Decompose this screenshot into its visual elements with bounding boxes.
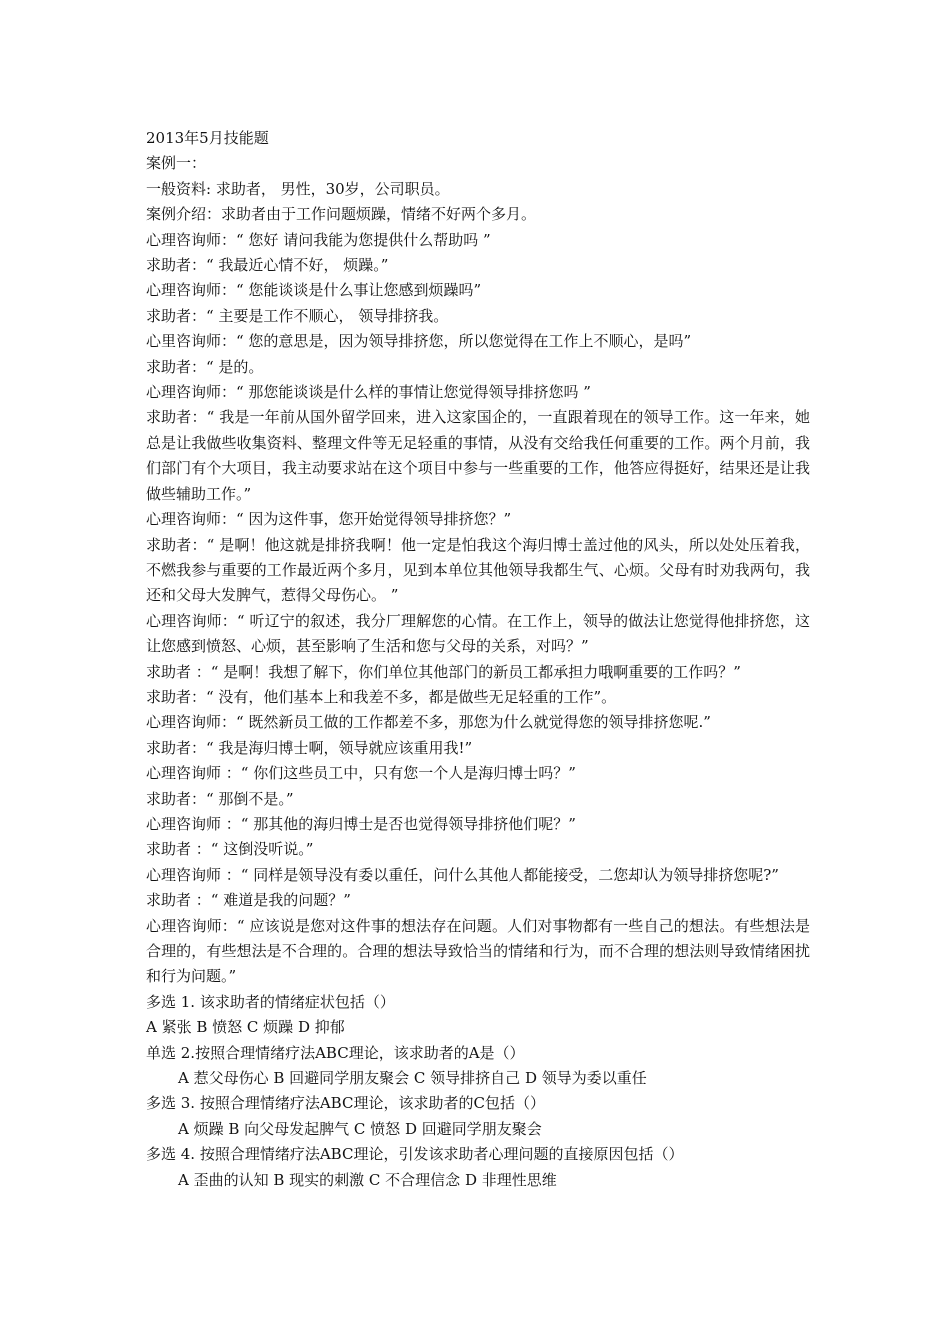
dialogue-line: 心理咨询师 ：“ 你们这些员工中，只有您一个人是海归博士吗？” [146, 764, 576, 783]
case-heading: 案例一： [146, 154, 207, 173]
dialogue-line: 心理咨询师：“ 应该说是您对这件事的想法存在问题。人们对事物都有一些自己的想法。有些想法是合理的，有些想法是不合理的。合理的想法导致恰当的情绪和行为，而不合理的想法则导致情绪困扰和行为问题。” [146, 916, 810, 986]
dialogue-line: 心理咨询师：“ 您能谈谈是什么事让您感到烦躁吗” [146, 281, 482, 300]
dialogue-line: 求助者：“ 是的。 [146, 357, 264, 376]
dialogue-line: 心里咨询师：“ 您的意思是，因为领导排挤您，所以您觉得在工作上不顺心，是吗” [146, 332, 692, 351]
dialogue-line: 心理咨询师 ：“ 同样是领导没有委以重任，问什么其他人都能接受，二您却认为领导排挤您呢?” [146, 865, 779, 884]
dialogue-line: 心理咨询师：“ 因为这件事，您开始觉得领导排挤您？” [146, 510, 512, 529]
dialogue-line: 求助者：“ 我是一年前从国外留学回来，进入这家国企的，一直跟着现在的领导工作。这一年来，她总是让我做些收集资料、整理文件等无足轻重的事情，从没有交给我任何重要的工作。两个月前，我们部门有个大项目，我主动要求站在这个项目中参与一些重要的工作，他答应得挺好，结果还是让我做些辅助工作。” [146, 408, 810, 503]
dialogue-line: 求助者 ：“ 难道是我的问题？” [146, 891, 351, 910]
question-stem: 多选 3. 按照合理情绪疗法ABC理论，该求助者的C包括（） [146, 1094, 545, 1113]
dialogue-line: 心理咨询师 ：“ 那其他的海归博士是否也觉得领导排挤他们呢？” [146, 814, 576, 833]
dialogue-line: 求助者：“ 主要是工作不顺心， 领导排挤我。 [146, 306, 449, 325]
dialogue-line: 心理咨询师：“ 您好 请问我能为您提供什么帮助吗 ” [146, 230, 491, 249]
dialogue-line: 求助者 ：“ 这倒没听说。” [146, 840, 314, 859]
dialogue [146, 228, 810, 990]
dialogue-line: 心理咨询师：“ 听辽宁的叙述，我分厂理解您的心情。在工作上，领导的做法让您觉得他排挤您，这让您感到愤怒、心烦，甚至影响了生活和您与父母的关系，对吗？” [146, 611, 810, 656]
dialogue-line: 求助者：“ 是啊！他这就是排挤我啊！他一定是怕我这个海归博士盖过他的风头，所以处处压着我，不燃我参与重要的工作最近两个多月，见到本单位其他领导我都生气、心烦。父母有时劝我两句，我还和父母大发脾气，惹得父母伤心。 ” [146, 535, 810, 605]
dialogue-line: 求助者：“ 我是海归博士啊，领导就应该重用我!” [146, 738, 473, 757]
question-options: A 歪曲的认知 B 现实的刺激 C 不合理信念 D 非理性思维 [178, 1170, 557, 1189]
dialogue-line: 求助者：“ 那倒不是。” [146, 789, 294, 808]
case-intro: 案例介绍：求助者由于工作问题烦躁，情绪不好两个多月。 [146, 205, 537, 224]
question-options: A 惹父母伤心 B 回避同学朋友聚会 C 领导排挤自己 D 领导为委以重任 [178, 1069, 647, 1088]
document-title: 2013年5月技能题 [146, 129, 269, 147]
question-list [146, 990, 810, 1193]
general-info: 一般资料: 求助者， 男性，30岁，公司职员。 [146, 179, 450, 198]
question-stem: 多选 1. 该求助者的情绪症状包括（） [146, 992, 395, 1011]
dialogue-line: 求助者 ：“ 是啊！我想了解下，你们单位其他部门的新员工都承担力哦啊重要的工作吗？” [146, 662, 741, 681]
dialogue-line: 求助者：“ 我最近心情不好， 烦躁。” [146, 256, 389, 275]
question-options: A 烦躁 B 向父母发起脾气 C 愤怒 D 回避同学朋友聚会 [178, 1119, 542, 1138]
question-stem: 多选 4. 按照合理情绪疗法ABC理论，引发该求助者心理问题的直接原因包括（） [146, 1145, 684, 1164]
dialogue-line: 心理咨询师：“ 那您能谈谈是什么样的事情让您觉得领导排挤您吗 ” [146, 383, 591, 402]
question-options: A 紧张 B 愤怒 C 烦躁 D 抑郁 [146, 1018, 345, 1037]
document-page [146, 126, 810, 1193]
dialogue-line: 心理咨询师：“ 既然新员工做的工作都差不多，那您为什么就觉得您的领导排挤您呢.” [146, 713, 711, 732]
question-stem: 单选 2.按照合理情绪疗法ABC理论，该求助者的A是（） [146, 1043, 525, 1062]
dialogue-line: 求助者：“ 没有，他们基本上和我差不多，都是做些无足轻重的工作”。 [146, 687, 617, 706]
